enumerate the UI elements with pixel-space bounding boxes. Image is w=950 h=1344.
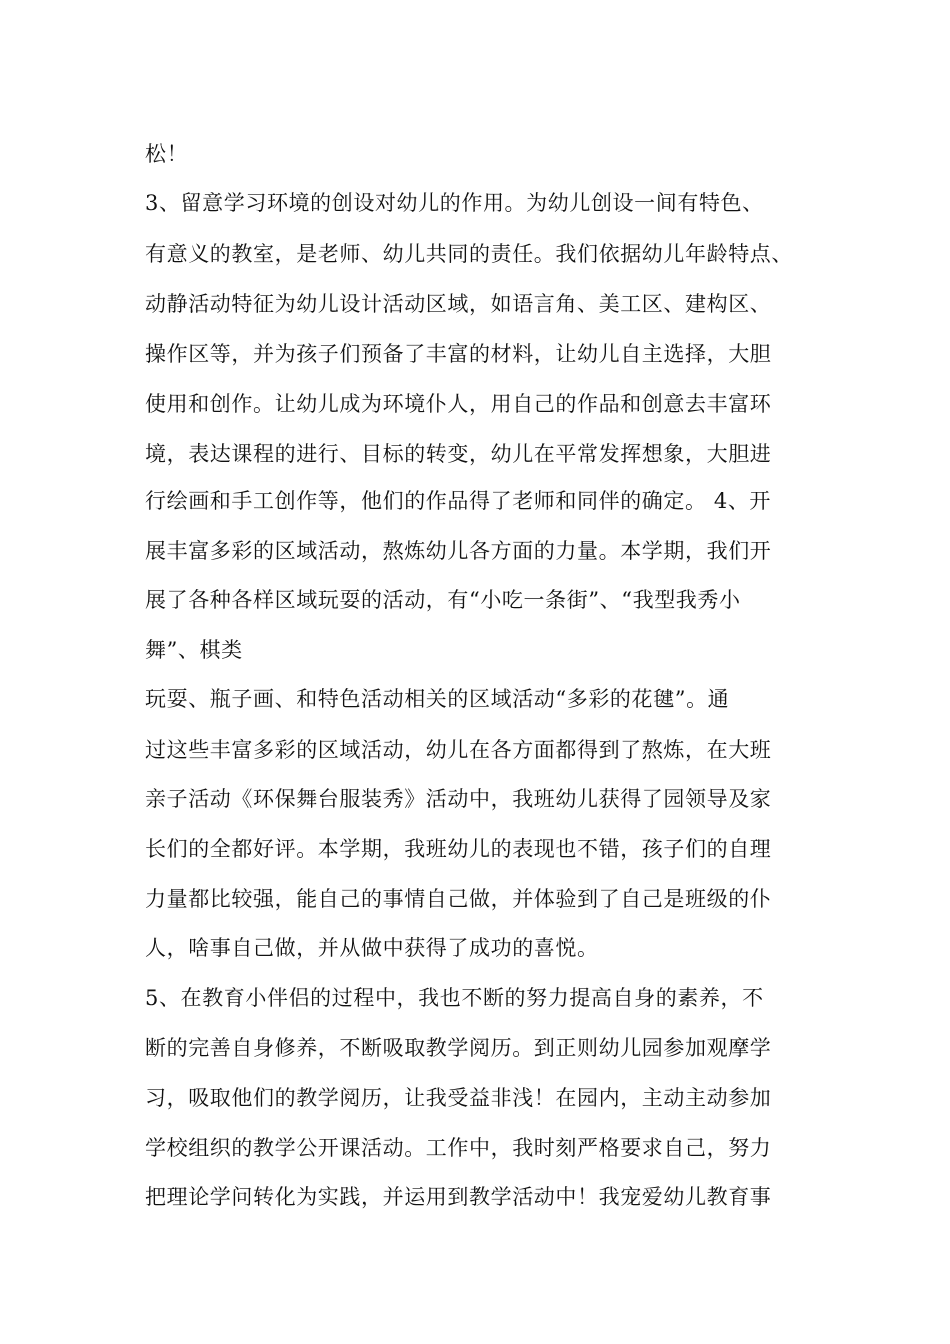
text-line: 人，啥事自己做，并从做中获得了成功的喜悦。 [145, 936, 599, 960]
text-line: 松！ [145, 142, 189, 166]
text-line: 习，吸取他们的教学阅历，让我受益非浅！在园内，主动主动参加 [145, 1086, 772, 1110]
text-line: 展了各种各样区域玩耍的活动，有“小吃一条街”、“我型我秀小 [145, 588, 741, 612]
text-line: 境，表达课程的进行、目标的转变，幼儿在平常发挥想象，大胆进 [145, 442, 772, 466]
text-line: 学校组织的教学公开课活动。工作中，我时刻严格要求自己，努力 [145, 1136, 772, 1160]
text-line: 展丰富多彩的区域活动，熬炼幼儿各方面的力量。本学期，我们开 [145, 539, 772, 563]
text-line: 玩耍、瓶子画、和特色活动相关的区域活动“多彩的花毽”。通 [145, 687, 730, 711]
text-line: 使用和创作。让幼儿成为环境仆人，用自己的作品和创意去丰富环 [145, 392, 772, 416]
text-line: 亲子活动《环保舞台服装秀》活动中，我班幼儿获得了园领导及家 [145, 787, 772, 811]
text-line: 动静活动特征为幼儿设计活动区域，如语言角、美工区、建构区、 [145, 292, 772, 316]
text-line: 舞”、棋类 [145, 638, 243, 662]
text-line: 断的完善自身修养，不断吸取教学阅历。到正则幼儿园参加观摩学 [145, 1036, 772, 1060]
text-line: 把理论学问转化为实践，并运用到教学活动中！我宠爱幼儿教育事 [145, 1185, 772, 1209]
text-line: 操作区等，并为孩子们预备了丰富的材料，让幼儿自主选择，大胆 [145, 342, 772, 366]
text-line: 有意义的教室，是老师、幼儿共同的责任。我们依据幼儿年龄特点、 [145, 242, 793, 266]
text-line: 3、留意学习环境的创设对幼儿的作用。为幼儿创设一间有特色、 [145, 191, 764, 215]
text-line: 5、在教育小伴侣的过程中，我也不断的努力提高自身的素养，不 [145, 986, 764, 1010]
text-line: 行绘画和手工创作等，他们的作品得了老师和同伴的确定。 4、开 [145, 489, 772, 513]
text-line: 长们的全都好评。本学期，我班幼儿的表现也不错，孩子们的自理 [145, 837, 772, 861]
text-line: 过这些丰富多彩的区域活动，幼儿在各方面都得到了熬炼，在大班 [145, 738, 772, 762]
text-line: 力量都比较强，能自己的事情自己做，并体验到了自己是班级的仆 [145, 887, 772, 911]
